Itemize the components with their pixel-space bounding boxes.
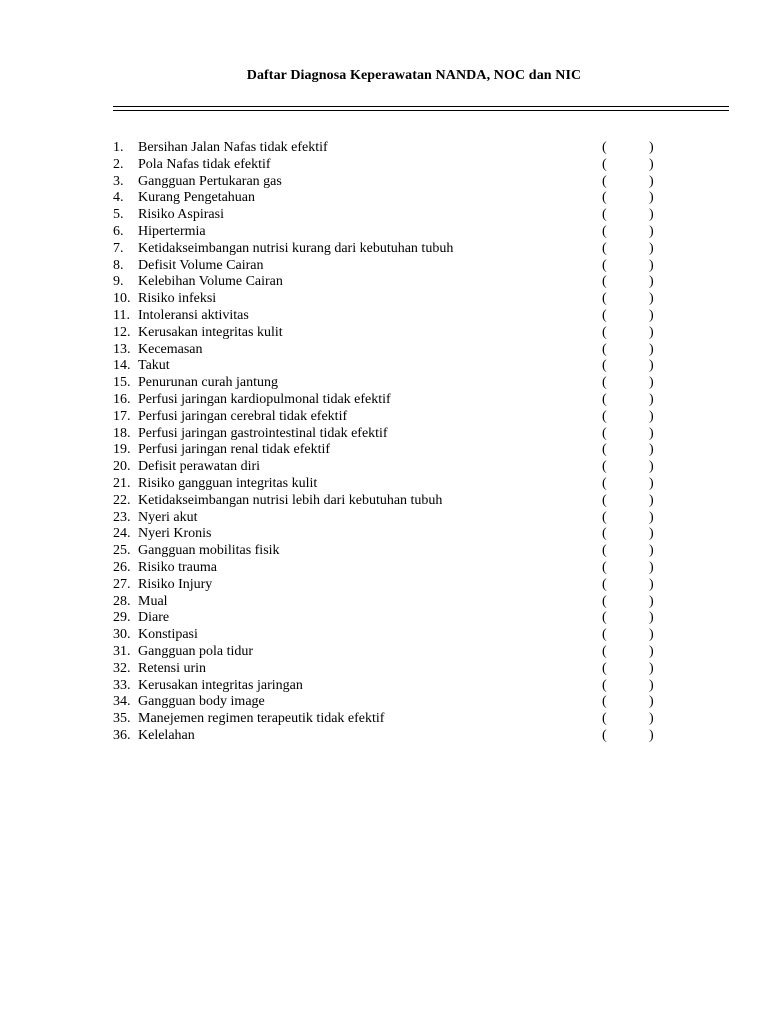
checkbox-open-paren: ( <box>602 341 607 357</box>
item-number: 27. <box>113 576 131 592</box>
checkbox-close-paren: ) <box>649 391 654 407</box>
item-label: Risiko Aspirasi <box>138 207 224 223</box>
checkbox-close-paren: ) <box>649 526 654 542</box>
item-label: Perfusi jaringan gastrointestinal tidak efektif <box>138 425 388 441</box>
checkbox-open-paren: ( <box>602 610 607 626</box>
checkbox-close-paren: ) <box>649 207 654 223</box>
item-label: Hipertermia <box>138 223 206 239</box>
checkbox-open-paren: ( <box>602 408 607 424</box>
item-label: Retensi urin <box>138 660 207 676</box>
checkbox-close-paren: ) <box>649 156 654 172</box>
list-item <box>113 392 673 409</box>
list-item <box>113 644 673 661</box>
list-item <box>113 459 673 476</box>
item-label: Kecemasan <box>138 341 203 357</box>
item-label: Risiko infeksi <box>138 291 217 307</box>
item-number: 20. <box>113 459 131 475</box>
item-label: Mual <box>138 593 168 609</box>
checkbox-close-paren: ) <box>649 257 654 273</box>
item-label: Kelebihan Volume Cairan <box>138 274 283 290</box>
checkbox-open-paren: ( <box>602 391 607 407</box>
checkbox-open-paren: ( <box>602 543 607 559</box>
checkbox-close-paren: ) <box>649 375 654 391</box>
checkbox-open-paren: ( <box>602 627 607 643</box>
list-item <box>113 258 673 275</box>
checkbox-close-paren: ) <box>649 190 654 206</box>
item-number: 30. <box>113 627 131 643</box>
item-number: 23. <box>113 509 131 525</box>
item-label: Manejemen regimen terapeutik tidak efektif <box>138 711 385 727</box>
checkbox-open-paren: ( <box>602 509 607 525</box>
item-number: 35. <box>113 711 131 727</box>
item-label: Risiko gangguan integritas kulit <box>138 475 318 491</box>
checkbox-open-paren: ( <box>602 257 607 273</box>
list-item <box>113 476 673 493</box>
item-label: Pola Nafas tidak efektif <box>138 156 271 172</box>
item-number: 7. <box>113 240 124 256</box>
item-label: Diare <box>138 610 170 626</box>
item-number: 5. <box>113 207 124 223</box>
item-label: Nyeri akut <box>138 509 198 525</box>
checkbox-close-paren: ) <box>649 173 654 189</box>
list-item <box>113 241 673 258</box>
item-label: Konstipasi <box>138 627 198 643</box>
item-label: Kurang Pengetahuan <box>138 190 256 206</box>
list-item <box>113 140 673 157</box>
checkbox-close-paren: ) <box>649 475 654 491</box>
list-item <box>113 594 673 611</box>
checkbox-open-paren: ( <box>602 140 607 155</box>
item-number: 22. <box>113 492 131 508</box>
item-label: Kerusakan integritas kulit <box>138 324 283 340</box>
item-label: Defisit perawatan diri <box>138 459 261 475</box>
checkbox-open-paren: ( <box>602 727 607 743</box>
item-number: 24. <box>113 526 131 542</box>
checkbox-open-paren: ( <box>602 660 607 676</box>
list-item <box>113 426 673 443</box>
checkbox-close-paren: ) <box>649 559 654 575</box>
list-item <box>113 493 673 510</box>
checkbox-open-paren: ( <box>602 526 607 542</box>
checkbox-open-paren: ( <box>602 240 607 256</box>
checkbox-close-paren: ) <box>649 223 654 239</box>
diagnosis-list <box>113 140 673 745</box>
list-item <box>113 442 673 459</box>
list-item <box>113 728 673 745</box>
checkbox-close-paren: ) <box>649 140 654 155</box>
list-item <box>113 291 673 308</box>
checkbox-close-paren: ) <box>649 660 654 676</box>
item-number: 29. <box>113 610 131 626</box>
checkbox-open-paren: ( <box>602 677 607 693</box>
checkbox-open-paren: ( <box>602 694 607 710</box>
item-number: 1. <box>113 140 124 155</box>
item-number: 4. <box>113 190 124 206</box>
checkbox-open-paren: ( <box>602 358 607 374</box>
checkbox-open-paren: ( <box>602 156 607 172</box>
item-number: 32. <box>113 660 131 676</box>
checkbox-open-paren: ( <box>602 223 607 239</box>
checkbox-close-paren: ) <box>649 291 654 307</box>
list-item <box>113 409 673 426</box>
checkbox-close-paren: ) <box>649 341 654 357</box>
item-label: Kerusakan integritas jaringan <box>138 677 303 693</box>
checkbox-close-paren: ) <box>649 711 654 727</box>
item-number: 25. <box>113 543 131 559</box>
checkbox-close-paren: ) <box>649 643 654 659</box>
checkbox-open-paren: ( <box>602 425 607 441</box>
checkbox-open-paren: ( <box>602 459 607 475</box>
checkbox-close-paren: ) <box>649 509 654 525</box>
item-number: 8. <box>113 257 124 273</box>
checkbox-close-paren: ) <box>649 576 654 592</box>
item-number: 10. <box>113 291 131 307</box>
item-label: Ketidakseimbangan nutrisi kurang dari kebutuhan tubuh <box>138 240 454 256</box>
item-label: Ketidakseimbangan nutrisi lebih dari kebutuhan tubuh <box>138 492 443 508</box>
list-item <box>113 224 673 241</box>
list-item <box>113 510 673 527</box>
item-label: Penurunan curah jantung <box>138 375 278 391</box>
checkbox-close-paren: ) <box>649 627 654 643</box>
list-item <box>113 274 673 291</box>
item-number: 16. <box>113 391 131 407</box>
item-number: 9. <box>113 274 124 290</box>
list-item <box>113 526 673 543</box>
item-label: Perfusi jaringan kardiopulmonal tidak efektif <box>138 391 391 407</box>
item-number: 11. <box>113 307 130 323</box>
item-label: Risiko trauma <box>138 559 217 575</box>
item-label: Kelelahan <box>138 727 195 743</box>
checkbox-open-paren: ( <box>602 173 607 189</box>
checkbox-open-paren: ( <box>602 643 607 659</box>
item-number: 13. <box>113 341 131 357</box>
list-item <box>113 678 673 695</box>
checkbox-open-paren: ( <box>602 593 607 609</box>
checkbox-open-paren: ( <box>602 324 607 340</box>
checkbox-close-paren: ) <box>649 543 654 559</box>
list-item <box>113 543 673 560</box>
list-item <box>113 711 673 728</box>
list-item <box>113 325 673 342</box>
item-number: 21. <box>113 475 131 491</box>
checkbox-open-paren: ( <box>602 442 607 458</box>
list-item <box>113 560 673 577</box>
checkbox-close-paren: ) <box>649 274 654 290</box>
item-label: Gangguan mobilitas fisik <box>138 543 280 559</box>
list-item <box>113 308 673 325</box>
item-number: 19. <box>113 442 131 458</box>
item-number: 18. <box>113 425 131 441</box>
item-number: 17. <box>113 408 131 424</box>
list-item <box>113 190 673 207</box>
checkbox-close-paren: ) <box>649 727 654 743</box>
item-label: Gangguan body image <box>138 694 265 710</box>
checkbox-close-paren: ) <box>649 610 654 626</box>
checkbox-close-paren: ) <box>649 677 654 693</box>
item-label: Perfusi jaringan renal tidak efektif <box>138 442 331 458</box>
list-item <box>113 358 673 375</box>
list-item <box>113 174 673 191</box>
item-label: Risiko Injury <box>138 576 213 592</box>
item-label: Defisit Volume Cairan <box>138 257 264 273</box>
item-number: 2. <box>113 156 124 172</box>
checkbox-open-paren: ( <box>602 711 607 727</box>
checkbox-open-paren: ( <box>602 190 607 206</box>
list-item <box>113 342 673 359</box>
item-label: Gangguan pola tidur <box>138 643 254 659</box>
list-item <box>113 375 673 392</box>
checkbox-close-paren: ) <box>649 358 654 374</box>
list-item <box>113 157 673 174</box>
document-title: Daftar Diagnosa Keperawatan NANDA, NOC dan NIC <box>246 68 582 83</box>
item-number: 36. <box>113 727 131 743</box>
checkbox-open-paren: ( <box>602 559 607 575</box>
list-item <box>113 661 673 678</box>
checkbox-close-paren: ) <box>649 240 654 256</box>
checkbox-open-paren: ( <box>602 375 607 391</box>
list-item <box>113 694 673 711</box>
item-label: Bersihan Jalan Nafas tidak efektif <box>138 140 328 155</box>
item-number: 33. <box>113 677 131 693</box>
item-number: 12. <box>113 324 131 340</box>
item-number: 14. <box>113 358 131 374</box>
item-label: Nyeri Kronis <box>138 526 212 542</box>
item-label: Takut <box>138 358 170 374</box>
item-number: 26. <box>113 559 131 575</box>
item-number: 28. <box>113 593 131 609</box>
title-divider-top <box>113 106 729 107</box>
item-label: Intoleransi aktivitas <box>138 307 249 323</box>
checkbox-close-paren: ) <box>649 408 654 424</box>
checkbox-close-paren: ) <box>649 307 654 323</box>
item-number: 15. <box>113 375 131 391</box>
item-number: 6. <box>113 223 124 239</box>
checkbox-close-paren: ) <box>649 425 654 441</box>
checkbox-close-paren: ) <box>649 694 654 710</box>
checkbox-open-paren: ( <box>602 492 607 508</box>
item-number: 3. <box>113 173 124 189</box>
checkbox-open-paren: ( <box>602 475 607 491</box>
checkbox-open-paren: ( <box>602 274 607 290</box>
item-label: Gangguan Pertukaran gas <box>138 173 282 189</box>
checkbox-open-paren: ( <box>602 307 607 323</box>
checkbox-close-paren: ) <box>649 593 654 609</box>
item-number: 34. <box>113 694 131 710</box>
item-label: Perfusi jaringan cerebral tidak efektif <box>138 408 348 424</box>
checkbox-open-paren: ( <box>602 207 607 223</box>
item-number: 31. <box>113 643 131 659</box>
checkbox-close-paren: ) <box>649 442 654 458</box>
checkbox-close-paren: ) <box>649 324 654 340</box>
checkbox-close-paren: ) <box>649 459 654 475</box>
title-divider-bottom <box>113 110 729 111</box>
list-item <box>113 627 673 644</box>
checkbox-open-paren: ( <box>602 291 607 307</box>
checkbox-close-paren: ) <box>649 492 654 508</box>
checkbox-open-paren: ( <box>602 576 607 592</box>
list-item <box>113 610 673 627</box>
list-item <box>113 207 673 224</box>
list-item <box>113 577 673 594</box>
